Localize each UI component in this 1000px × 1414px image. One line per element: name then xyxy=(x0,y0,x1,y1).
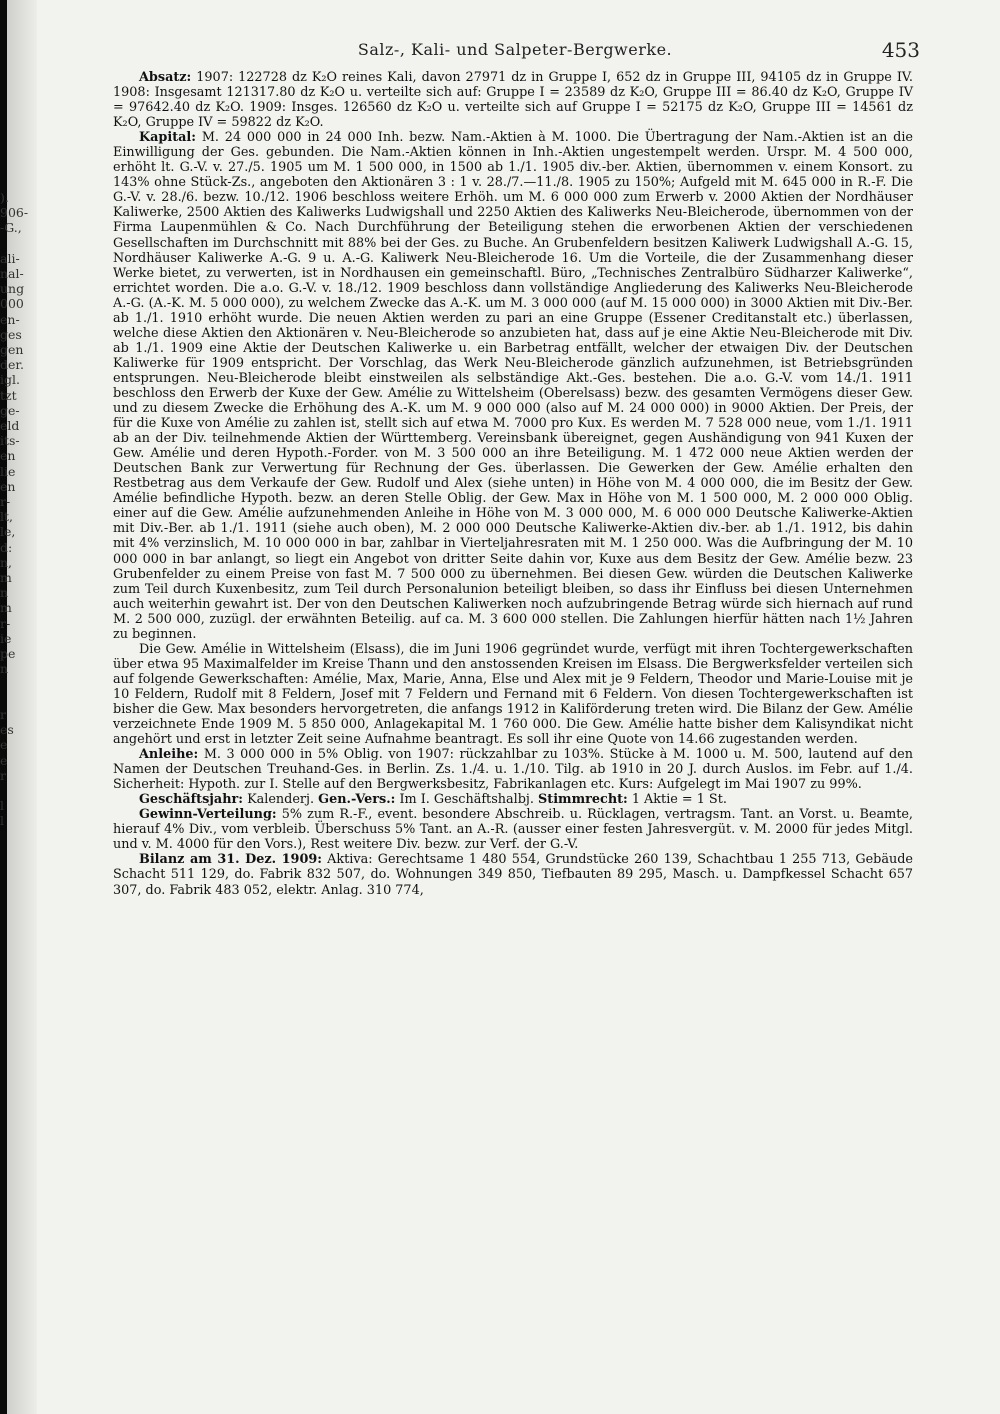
page-body xyxy=(113,70,913,898)
page-number: 453 xyxy=(881,38,920,62)
section-text-amelie: Die Gew. Amélie in Wittelsheim (Elsass), die im Juni 1906 gegründet wurde, verfügt mit ihren Tochtergewerkschaften über etwa 95 Maximalfelder im Kreise Thann und den anstossenden Kreisen im Elsass. Die Bergwerksfelder verteilen sich auf folgende Gewerkschaften: Amélie, Max, Marie, Anna, Else und Alex mit je 9 Feldern, Theodor und Marie-Louise mit je 10 Feldern, Rudolf mit 8 Feldern, Josef mit 7 Feldern und Fernand mit 6 Feldern. Von diesen Tochtergewerkschaften ist bisher die Gew. Max besonders hervorgetreten, die anfangs 1912 in Kaliförderung treten wird. Die Bilanz der Gew. Amélie verzeichnete Ende 1909 M. 5 850 000, Anlagekapital M. 1 760 000. Die Gew. Amélie hatte bisher dem Kalisyndikat nicht angehört und erst in letzter Zeit seine Aufnahme beantragt. Es soll ihr eine Quote von 14.66 zugestanden werden. xyxy=(113,641,913,748)
section-text-bilanz: Aktiva: Gerechtsame 1 480 554, Grundstücke 260 139, Schachtbau 1 255 713, Gebäude Schacht 511 129, do. Fabrik 832 507, do. Wohnungen 349 850, Tiefbauten 89 295, Masch. u. Dampfkessel Schacht 657 307, do. Fabrik 483 052, elektr. Anlag. 310 774, xyxy=(113,852,913,898)
section-text-stimmrecht: 1 Aktie = 1 St. xyxy=(631,792,727,808)
section-lead-gen-vers: Gen.-Vers.: xyxy=(318,792,396,808)
section-lead-stimmrecht: Stimmrecht: xyxy=(538,792,628,808)
section-lead-geschaeftsjahr: Geschäftsjahr: xyxy=(139,792,243,808)
running-title: Salz-, Kali- und Salpeter-Bergwerke. xyxy=(357,40,673,59)
paragraph-kapital xyxy=(113,130,913,642)
page-header xyxy=(110,40,920,68)
section-lead-absatz: Absatz: xyxy=(139,70,192,85)
section-text-gewinnverteilung: 5% zum R.-F., event. besondere Abschreib. u. Rücklagen, vertragsm. Tant. an Vorst. u. Beamte, hierauf 4% Div., vom verbleib. Überschuss 5% Tant. an A.-R. (ausser einer festen Jahresvergüt. v. M. 2000 für jedes Mitgl. und v. M. 4000 für den Vors.), Rest weitere Div. bezw. zur Verf. der G.-V. xyxy=(113,807,913,853)
section-text-absatz: 1907: 122728 dz K₂O reines Kali, davon 27971 dz in Gruppe I, 652 dz in Gruppe III, 94105 dz in Gruppe IV. 1908: Insgesamt 121317.80 dz K₂O u. verteilte sich auf: Gruppe I = 23589 dz K₂O, Gruppe III = 86.40 dz K₂O, Gruppe IV = 97642.40 dz K₂O. 1909: Insges. 126560 dz K₂O u. verteilte sich auf Gruppe I = 52175 dz K₂O, Gruppe III = 14561 dz K₂O, Gruppe IV = 59822 dz K₂O. xyxy=(113,70,913,131)
section-lead-kapital: Kapital: xyxy=(139,130,197,146)
paragraph-bilanz xyxy=(113,852,913,897)
paragraph-geschaeftsjahr xyxy=(113,792,913,807)
section-lead-bilanz: Bilanz am 31. Dez. 1909: xyxy=(139,852,322,868)
section-text-anleihe: M. 3 000 000 in 5% Oblig. von 1907: rückzahlbar zu 103%. Stücke à M. 1000 u. M. 500, lautend auf den Namen der Deutschen Treuhand-Ges. in Berlin. Zs. 1./4. u. 1./10. Tilg. ab 1910 in 20 J. durch Auslos. im Febr. auf 1./4. Sicherheit: Hypoth. zur I. Stelle auf den Bergwerksbesitz, Fabrikanlagen etc. Kurs: Aufgelegt im Mai 1907 zu 99%. xyxy=(113,747,913,793)
section-text-geschaeftsjahr: Kalenderj. xyxy=(247,792,315,808)
paragraph-amelie xyxy=(113,642,913,747)
left-margin-text-fragment: ). 906- -G., ali- nal- ung 000 en- ges gen der. igl. tzt ge- eld its- en lie en r- lt, le, d: n, m n m r- ie pe n r es e e r l l xyxy=(0,190,29,829)
section-text-kapital: M. 24 000 000 in 24 000 Inh. bezw. Nam.-Aktien à M. 1000. Die Übertragung der Nam.-Aktien ist an die Einwilligung der Ges. gebunden. Die Nam.-Aktien können in Inh.-Aktien ungestempelt werden. Urspr. M. 4 500 000, erhöht lt. G.-V. v. 27./5. 1905 um M. 1 500 000, in 1500 ab 1./1. 1905 div.-ber. Aktien, übernommen v. einem Konsort. zu 143% ohne Stück-Zs., angeboten den Aktionären 3 : 1 v. 28./7.—11./8. 1905 zu 150%; Aufgeld mit M. 645 000 in R.-F. Die G.-V. v. 28./6. bezw. 10./12. 1906 beschloss weitere Erhöh. um M. 6 000 000 zum Erwerb v. 2000 Aktien der Nordhäuser Kaliwerke, 2500 Aktien des Kaliwerks Ludwigshall und 2250 Aktien des Kaliwerks Neu-Bleicherode, übernommen von der Firma Laupenmühlen & Co. Nach Durchführung der Beteiligung stehen die erworbenen Aktien der verschiedenen Gesellschaften im Durchschnitt mit 88% bei der Ges. zu Buche. An Grubenfeldern besitzen Kaliwerk Ludwigshall A.-G. 15, Nordhäuser Kaliwerke A.-G. 9 u. A.-G. Kaliwerk Neu-Bleicherode 16. Um die Vorteile, die der Zusammenhang dieser Werke bietet, zu verwerten, ist in Nordhausen ein gemeinschaftl. Büro, „Technisches Zentralbüro Südharzer Kaliwerke“, errichtet worden. Die a.o. G.-V. v. 18./12. 1909 beschloss dann vollständige Angliederung des Kaliwerks Neu-Bleicherode A.-G. (A.-K. M. 5 000 000), zu welchem Zwecke das A.-K. um M. 3 000 000 (auf M. 15 000 000) in 3000 Aktien mit Div.-Ber. ab 1./1. 1910 erhöht wurde. Die neuen Aktien werden zu pari an eine Gruppe (Essener Creditanstalt etc.) überlassen, welche diese Aktien den Aktionären v. Neu-Bleicherode so anzubieten hat, dass auf je eine Aktie Neu-Bleicherode mit Div. ab 1./1. 1909 eine Aktie der Deutschen Kaliwerke u. ein Barbetrag entfällt, welcher der etwaigen Div. der Deutschen Kaliwerke für 1909 entspricht. Der Vorschlag, das Werk Neu-Bleicherode gänzlich aufzunehmen, ist Betriebsgründen entsprungen. Neu-Bleicherode bleibt einstweilen als selbständige Akt.-Ges. bestehen. Die a.o. G.-V. vom 14./1. 1911 beschloss den Erwerb der Kuxe der Gew. Amélie zu Wittelsheim (Oberelsass) bezw. des gesamten Vermögens dieser Gew. und zu diesem Zwecke die Erhöhung des A.-K. um M. 9 000 000 (also auf M. 24 000 000) in 9000 Aktien. Der Preis, der für die Kuxe von Amélie zu zahlen ist, stellt sich auf etwa M. 7000 pro Kux. Es werden M. 7 528 000 neue, vom 1./1. 1911 ab an der Div. teilnehmende Aktien der Württemberg. Vereinsbank übereignet, gegen Aushändigung von 941 Kuxen der Gew. Amélie und deren Hypoth.-Forder. von M. 3 500 000 an ihre Beteiligung. M. 1 472 000 neue Aktien werden der Deutschen Bank zur Verwertung für Rechnung der Ges. überlassen. Die Gewerken der Gew. Amélie erhalten den Restbetrag aus dem Verkaufe der Gew. Rudolf und Alex (siehe unten) in Höhe von M. 4 000 000, die im Besitz der Gew. Amélie befindliche Hypoth. bezw. an deren Stelle Oblig. der Gew. Max in Höhe von M. 1 500 000, M. 2 000 000 Oblig. einer auf die Gew. Amélie aufzunehmenden Anleihe in Höhe von M. 3 000 000, M. 6 000 000 Deutsche Kaliwerke-Aktien mit Div.-Ber. ab 1./1. 1911 (siehe auch oben), M. 2 000 000 Deutsche Kaliwerke-Aktien div.-ber. ab 1./1. 1912, bis dahin mit 4% verzinslich, M. 10 000 000 in bar, zahlbar in Vierteljahresraten mit M. 1 250 000. Was die Aufbringung der M. 10 000 000 in bar anlangt, so liegt ein Angebot von dritter Seite dahin vor, Kuxe aus dem Besitz der Gew. Amélie bezw. 23 Grubenfelder zu einem Preise von fast M. 7 500 000 zu übernehmen. Bei diesen Gew. würden die Deutschen Kaliwerke zum Teil durch Kuxenbesitz, zum Teil durch Personalunion beteiligt bleiben, so dass ihr Einfluss bei diesen Unternehmen auch weiterhin gewahrt ist. Der von den Deutschen Kaliwerken noch aufzubringende Betrag würde sich hiernach auf rund M. 2 500 000, zuzügl. der erwähnten Beteilig. auf ca. M. 3 600 000 stellen. Die Zahlungen hierfür hätten nach 1½ Jahren zu beginnen. xyxy=(113,130,913,642)
paragraph-gewinnverteilung xyxy=(113,807,913,852)
section-lead-gewinnverteilung: Gewinn-Verteilung: xyxy=(139,807,277,823)
section-lead-anleihe: Anleihe: xyxy=(139,747,199,763)
paragraph-anleihe xyxy=(113,747,913,792)
section-text-gen-vers: Im I. Geschäftshalbj. xyxy=(399,792,534,808)
paragraph-absatz xyxy=(113,70,913,130)
